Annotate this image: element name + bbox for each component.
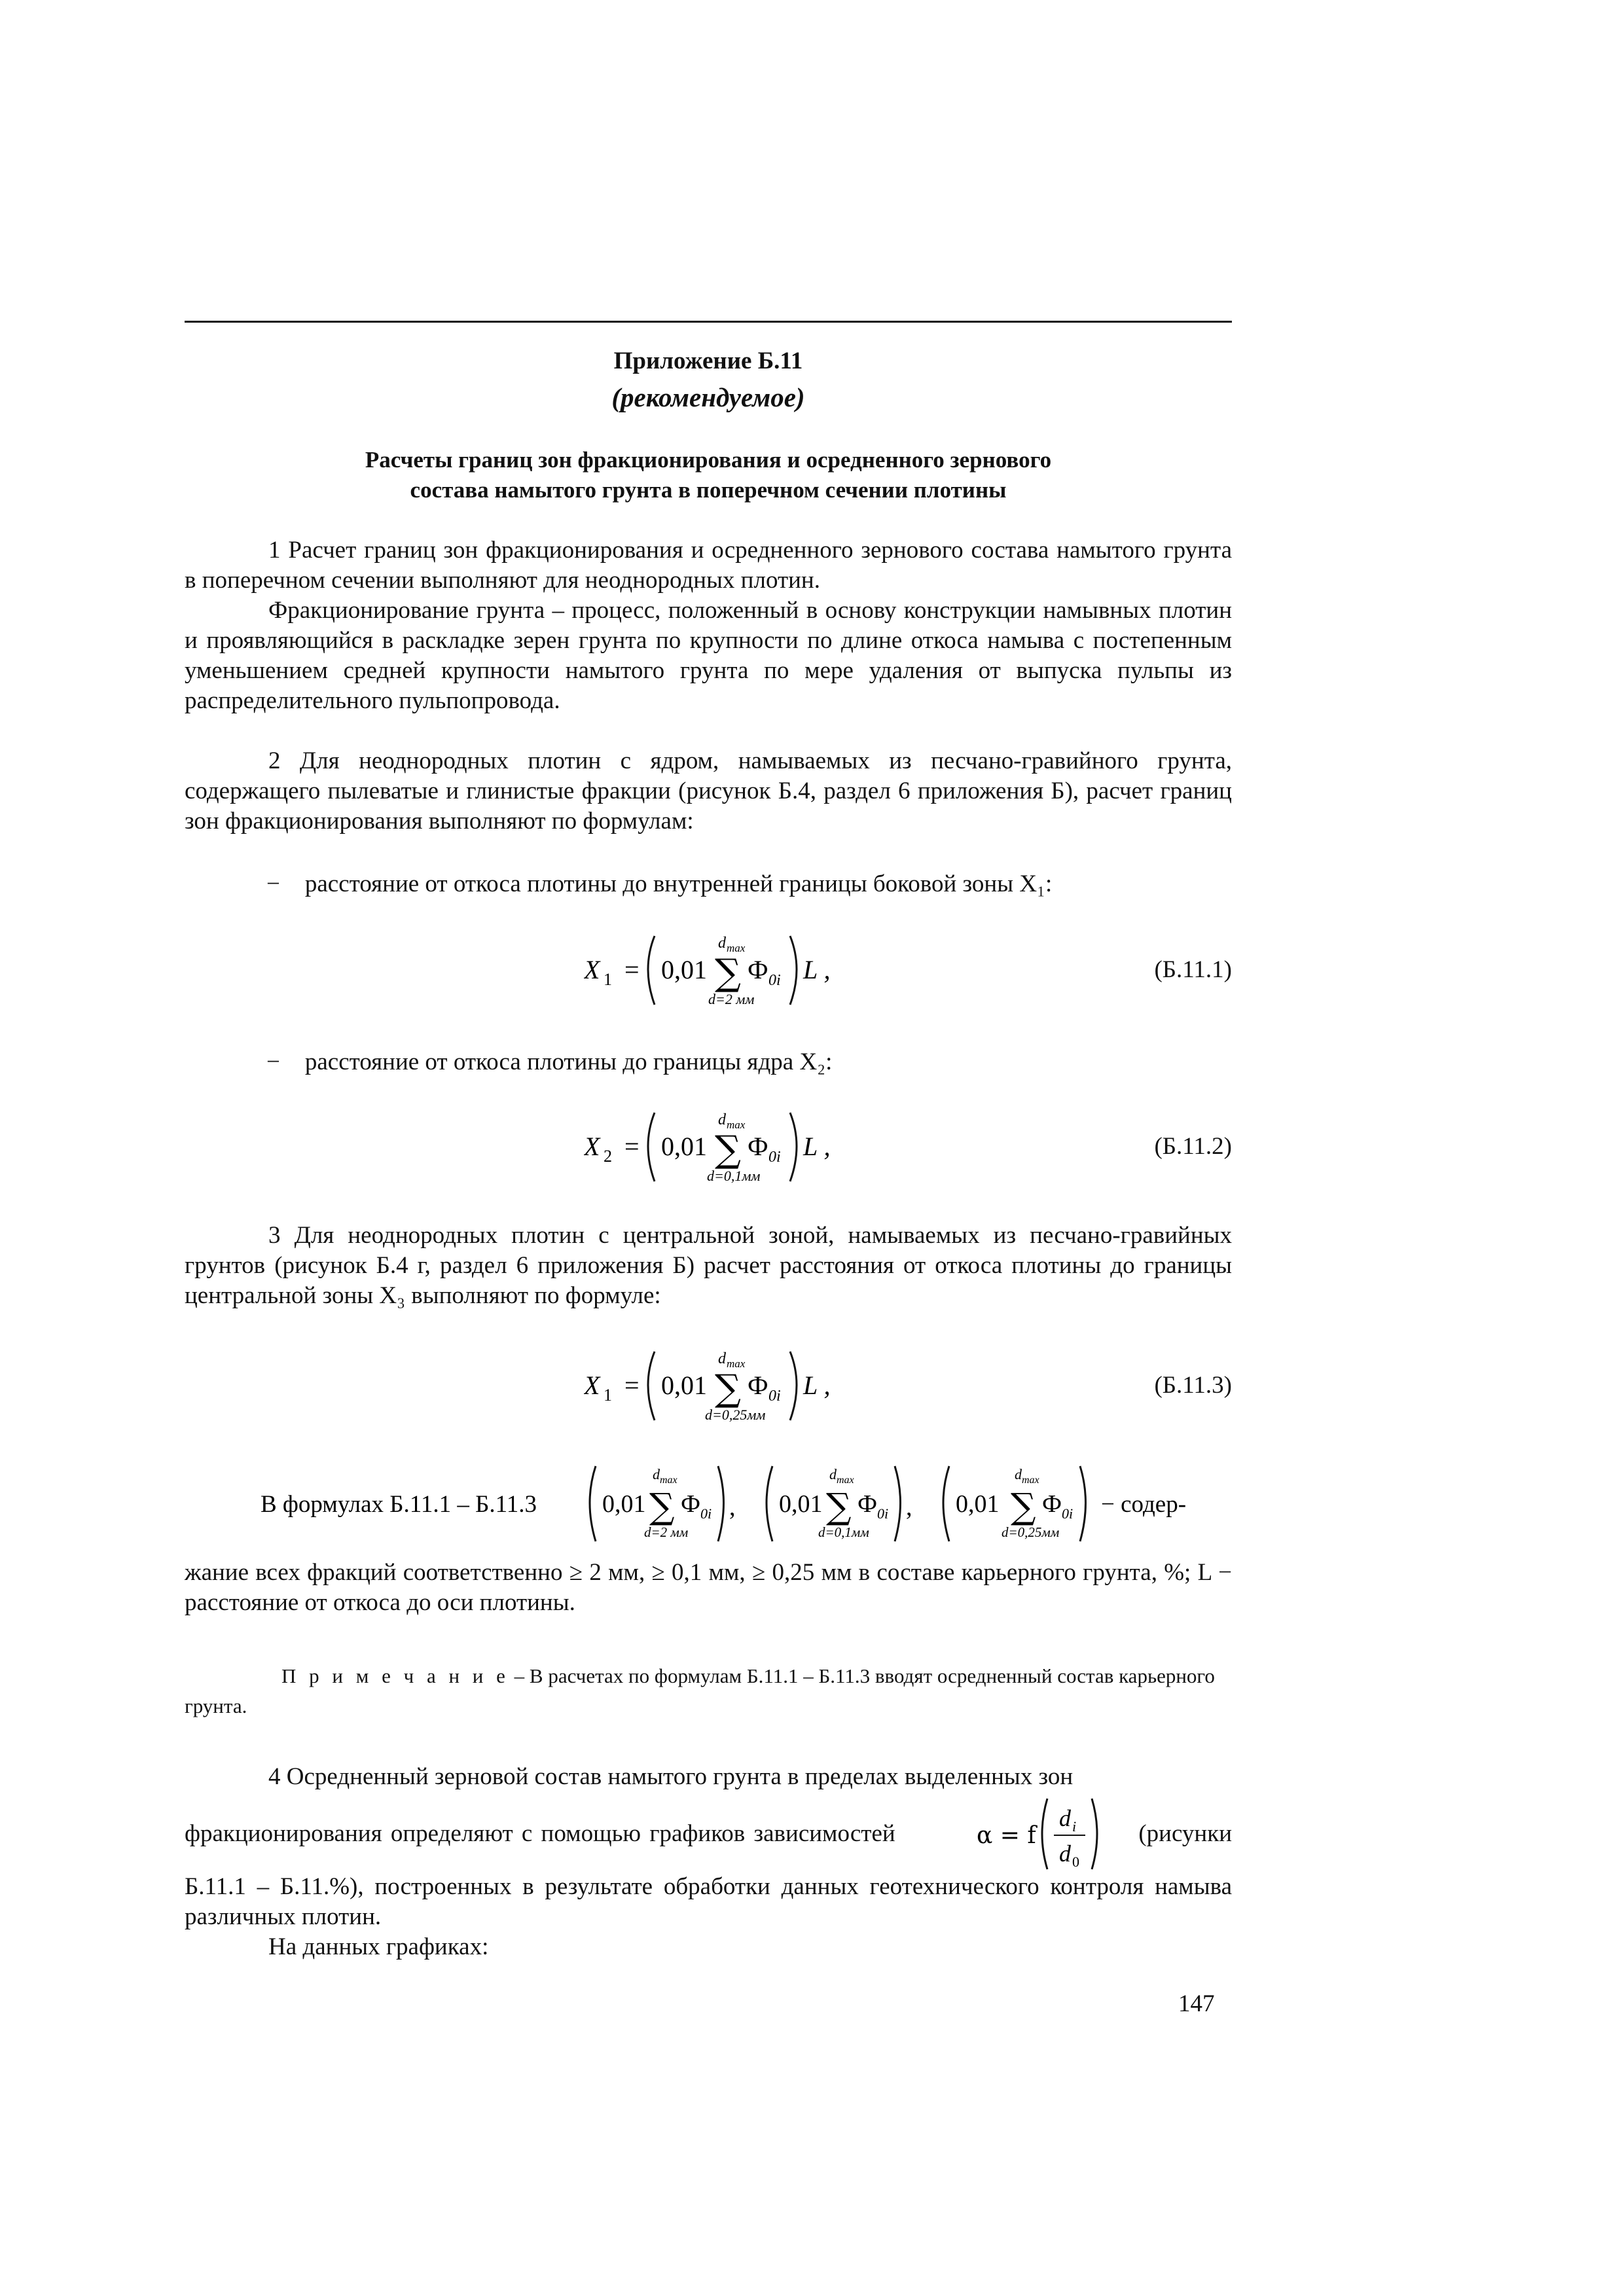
right-paren — [790, 936, 797, 1005]
svg-text:Ф: Ф — [1042, 1490, 1062, 1518]
formula-b11-2-expression — [584, 1100, 1042, 1191]
formula-lhs: X — [584, 955, 600, 984]
sigma-symbol: ∑ — [715, 1367, 741, 1410]
svg-text:d: d — [1059, 1840, 1071, 1867]
paragraph-3: 3 Для неоднородных плотин с центральной зоной, намываемых из песчано-гравийных грунтов (рисунок Б.4 г, раздел 6 приложения Б) расчет расстояния от откоса плотины до границы центральной зоны X₃ выполняют по формуле: — [185, 1222, 1232, 1309]
note — [185, 1661, 1232, 1721]
svg-text:Ф: Ф — [857, 1490, 878, 1518]
heading-line-2: состава намытого грунта в поперечном сечении плотины — [410, 477, 1007, 503]
svg-text:0i: 0i — [1062, 1505, 1074, 1522]
svg-text:max: max — [1022, 1475, 1039, 1486]
paragraph-4-formula-line — [185, 1793, 1232, 1872]
svg-text:∑: ∑ — [826, 1486, 852, 1527]
inline-formula-3 — [943, 1466, 1186, 1541]
inline-prefix: В формулах Б.11.1 – Б.11.3 — [261, 1491, 537, 1518]
svg-text:d: d — [1059, 1805, 1071, 1831]
left-paren — [648, 1352, 655, 1420]
inline-formulas-row — [185, 1453, 1232, 1551]
formula-coef: 0,01 — [661, 955, 707, 984]
svg-text:Ф: Ф — [681, 1490, 701, 1518]
sum-upper: d — [718, 1350, 726, 1367]
formula-b11-3-expression — [584, 1338, 1042, 1430]
formula-term: Ф — [748, 1132, 768, 1161]
paragraph-1-fractionation: Фракционирование грунта – процесс, положенный в основу конструкции намывных плотин и проявляющийся в раскладке зерен грунта по крупности по длине откоса намыва с постепенным уменьшением средней крупности намытого грунта по мере удаления от выпуска пульпы из распределительного пульпопровода. — [185, 597, 1232, 714]
inline-formula-2 — [767, 1466, 912, 1541]
right-paren — [790, 1113, 797, 1181]
svg-text:− содер-: − содер- — [1101, 1491, 1187, 1518]
formula-term: Ф — [748, 955, 768, 984]
formula-lhs-sub: 2 — [604, 1147, 612, 1166]
heading-line-1: Расчеты границ зон фракционирования и осредненного зернового — [365, 447, 1052, 473]
bullet-2 — [185, 1047, 1232, 1077]
svg-text:0i: 0i — [877, 1505, 889, 1522]
sum-upper: d — [718, 1111, 726, 1128]
svg-text:0,01: 0,01 — [779, 1490, 823, 1518]
alpha-function-formula — [977, 1793, 1140, 1872]
formula-tail: L , — [803, 955, 831, 984]
bullet-1 — [185, 869, 1232, 899]
formula-lhs: X — [584, 1132, 600, 1161]
formula-b11-2 — [185, 1100, 1232, 1191]
formula-b11-1-expression — [584, 923, 1042, 1014]
left-paren — [648, 1113, 655, 1181]
svg-text:0: 0 — [1072, 1854, 1079, 1870]
inline-formulas-svg — [185, 1453, 1232, 1551]
svg-text:∑: ∑ — [1011, 1486, 1036, 1527]
bullet-dash: − — [266, 870, 280, 897]
formula-number: (Б.11.1) — [1154, 956, 1232, 983]
paragraph-4-line-2-left: фракционирования определяют с помощью графиков зависимостей — [185, 1820, 895, 1847]
paragraph-4-line-4: На данных графиках: — [268, 1933, 489, 1960]
sum-lower: d=2 мм — [708, 991, 755, 1007]
svg-text:max: max — [660, 1475, 677, 1486]
inline-formulas-continuation: жание всех фракций соответственно ≥ 2 мм, ≥ 0,1 мм, ≥ 0,25 мм в составе карьерного грунта, %; L − расстояние от откоса до оси плотины. — [185, 1559, 1232, 1616]
formula-b11-1 — [185, 923, 1232, 1014]
left-paren — [648, 936, 655, 1005]
formula-number: (Б.11.3) — [1154, 1372, 1232, 1399]
sum-upper-sub: max — [727, 1357, 746, 1370]
bullet-1-text: расстояние от откоса плотины до внутренней границы боковой зоны X₁: — [304, 870, 1053, 897]
paragraph-2: 2 Для неоднородных плотин с ядром, намываемых из песчано-гравийного грунта, содержащего пылеватые и глинистые фракции (рисунок Б.4, раздел 6 приложения Б), расчет границ зон фракционирования выполняют по формулам: — [185, 747, 1232, 834]
svg-text:d: d — [1015, 1466, 1022, 1482]
bullet-dash: − — [266, 1049, 280, 1075]
svg-text:d=2 мм: d=2 мм — [644, 1524, 689, 1540]
note-text: – В расчетах по формулам Б.11.1 – Б.11.3 вводят осредненный состав карьерного грунта. — [185, 1664, 1215, 1717]
formula-equals: = — [624, 1371, 640, 1400]
svg-text:d: d — [653, 1466, 660, 1482]
formula-lhs: X — [584, 1371, 600, 1400]
alpha-label: α = f — [977, 1822, 1036, 1849]
svg-text:max: max — [837, 1475, 854, 1486]
formula-b11-3 — [185, 1338, 1232, 1430]
sigma-symbol: ∑ — [715, 1128, 741, 1171]
formula-number: (Б.11.2) — [1154, 1133, 1232, 1160]
right-paren — [790, 1352, 797, 1420]
formula-term-sub: 0i — [768, 1149, 781, 1166]
formula-term-sub: 0i — [768, 1388, 781, 1405]
paragraph-4-line-2-right: (рисунки — [1138, 1820, 1232, 1847]
svg-text:d: d — [829, 1466, 837, 1482]
section-heading — [185, 445, 1232, 505]
svg-text:d=0,1мм: d=0,1мм — [818, 1524, 869, 1540]
page-number: 147 — [1178, 1990, 1215, 2017]
formula-lhs-sub: 1 — [604, 970, 612, 989]
formula-equals: = — [624, 955, 640, 984]
svg-text:0,01: 0,01 — [956, 1490, 1000, 1518]
bullet-2-text: расстояние от откоса плотины до границы ядра X₂: — [304, 1049, 833, 1075]
sum-upper-sub: max — [727, 942, 746, 954]
formula-term: Ф — [748, 1371, 768, 1400]
sum-upper: d — [718, 935, 726, 952]
sum-upper-sub: max — [727, 1119, 746, 1131]
formula-equals: = — [624, 1132, 640, 1161]
note-label: П р и м е ч а н и е — [281, 1664, 509, 1687]
paragraph-4-line-3: Б.11.1 – Б.11.%), построенных в результате обработки данных геотехнического контроля намыва различных плотин. — [185, 1873, 1232, 1930]
inline-formula-1 — [590, 1466, 736, 1541]
formula-tail: L , — [803, 1371, 831, 1400]
formula-coef: 0,01 — [661, 1371, 707, 1400]
appendix-title: Приложение Б.11 — [613, 348, 803, 374]
formula-term-sub: 0i — [768, 972, 781, 989]
sum-lower: d=0,1мм — [707, 1168, 761, 1184]
paragraph-1: 1 Расчет границ зон фракционирования и осредненного зернового состава намытого грунта в поперечном сечении выполняют для неоднородных плотин. — [185, 537, 1232, 594]
svg-text:,: , — [906, 1494, 912, 1521]
svg-text:0i: 0i — [700, 1505, 712, 1522]
sum-lower: d=0,25мм — [705, 1407, 766, 1423]
formula-coef: 0,01 — [661, 1132, 707, 1161]
svg-text:∑: ∑ — [649, 1486, 675, 1527]
svg-text:d=0,25мм: d=0,25мм — [1001, 1524, 1060, 1540]
appendix-subtitle: (рекомендуемое) — [611, 382, 805, 412]
formula-tail: L , — [803, 1132, 831, 1161]
top-rule — [185, 321, 1232, 323]
svg-text:0,01: 0,01 — [602, 1490, 646, 1518]
sigma-symbol: ∑ — [715, 952, 741, 994]
svg-text:,: , — [729, 1494, 736, 1521]
svg-text:i: i — [1072, 1818, 1077, 1835]
paragraph-4-line-1: 4 Осредненный зерновой состав намытого грунта в пределах выделенных зон — [268, 1763, 1074, 1790]
formula-lhs-sub: 1 — [604, 1386, 612, 1405]
